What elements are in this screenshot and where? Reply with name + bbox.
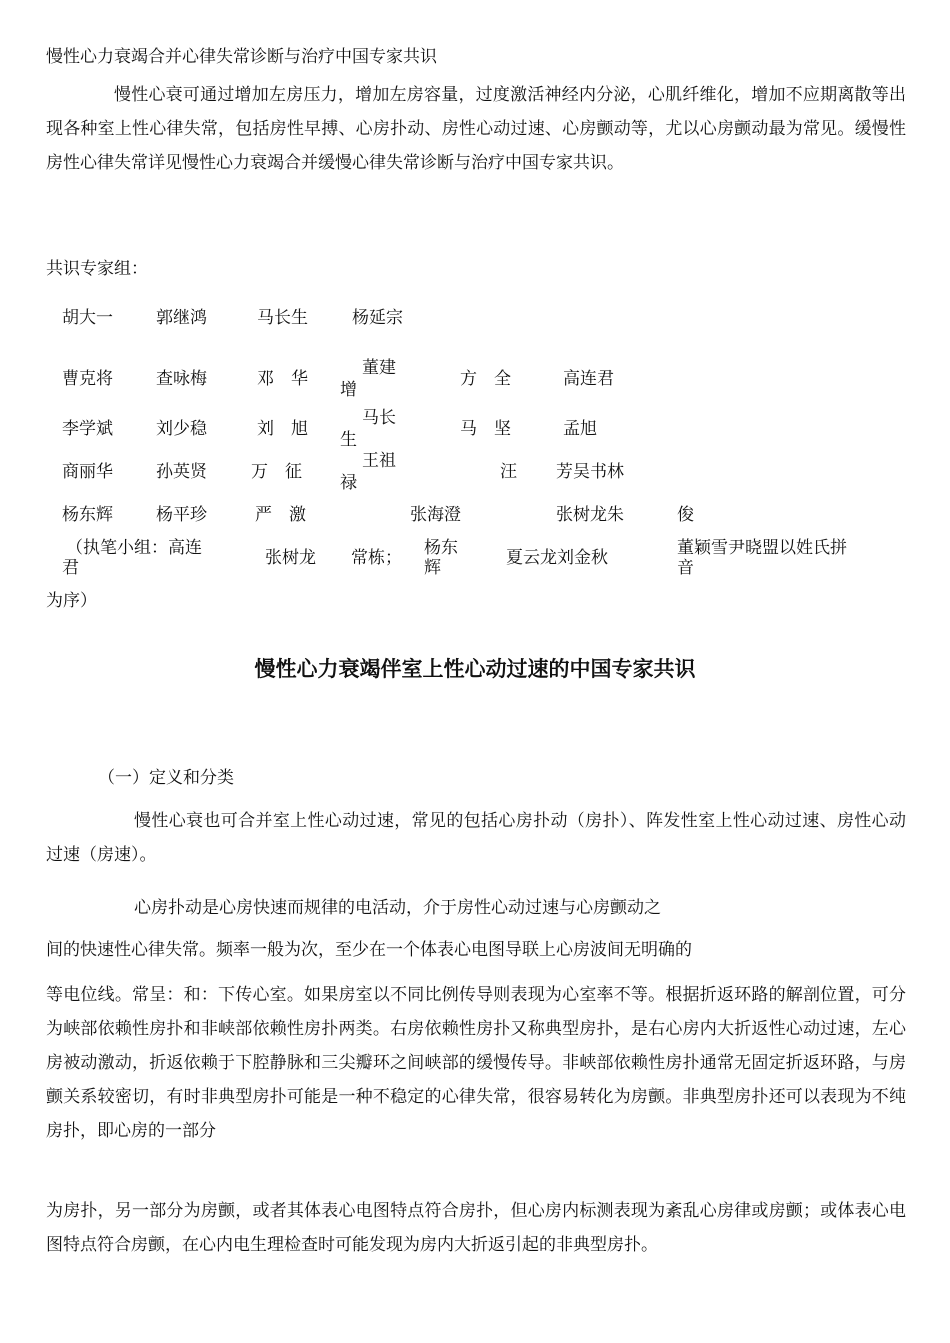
expert-name: 杨平珍	[156, 505, 207, 525]
expert-name: 刘少稳	[156, 419, 207, 439]
expert-name-part: 王祖	[362, 451, 396, 471]
expert-name: 董颖雪尹晓盟以姓氏拼	[677, 538, 847, 558]
expert-name-part: 君	[62, 558, 79, 578]
expert-name: 刘 旭	[257, 419, 308, 439]
expert-name: 俊	[677, 505, 694, 525]
order-note: 为序）	[46, 591, 97, 611]
paragraph-flutter-body: 等电位线。常呈：和：下传心室。如果房室以不同比例传导则表现为心室率不等。根据折返环路的解剖位置，可分为峡部依赖性房扑和非峡部依赖性房扑两类。右房依赖性房扑又称典型房扑，是右心房内大折返性心动过速，左心房被动激动，折返依赖于下腔静脉和三尖瓣环之间峡部的缓慢传导。非峡部依赖性房扑通常无固定折返环路，与房颤关系较密切，有时非典型房扑可能是一种不稳定的心律失常，很容易转化为房颤。非典型房扑还可以表现为不纯房扑，即心房的一部分	[46, 985, 906, 1141]
expert-name: 马长生	[257, 308, 308, 328]
expert-name-part: 禄	[340, 473, 357, 493]
expert-name: 查咏梅	[156, 369, 207, 389]
paragraph-flutter-line2: 间的快速性心律失常。频率一般为次，至少在一个体表心电图导联上心房波间无明确的	[46, 940, 692, 960]
expert-name-part: 生	[340, 430, 357, 450]
expert-name: 张树龙	[265, 548, 316, 568]
expert-name: 常栋；	[351, 548, 402, 568]
expert-name-part: 辉	[424, 558, 441, 578]
expert-name: 马 坚	[460, 419, 511, 439]
expert-name: 李学斌	[62, 419, 113, 439]
expert-name-part: 马长	[362, 408, 396, 428]
expert-name: 芳吴书林	[556, 462, 624, 482]
document-title: 慢性心力衰竭合并心律失常诊断与治疗中国专家共识	[46, 47, 437, 67]
expert-name-part: 杨东	[424, 538, 458, 558]
expert-name-part: 音	[677, 558, 694, 578]
expert-name: 张树龙朱	[556, 505, 624, 525]
expert-name: 杨延宗	[352, 308, 403, 328]
expert-name: 张海澄	[410, 505, 461, 525]
experts-label: 共识专家组：	[46, 259, 148, 279]
expert-name: 商丽华	[62, 462, 113, 482]
subsection-heading: （一）定义和分类	[98, 768, 234, 788]
expert-name: 郭继鸿	[156, 308, 207, 328]
paragraph-flutter-line1: 心房扑动是心房快速而规律的电活动，介于房性心动过速与心房颤动之	[134, 898, 661, 918]
expert-name: 孙英贤	[156, 462, 207, 482]
expert-name: 汪	[500, 462, 517, 482]
expert-name: 高连君	[563, 369, 614, 389]
expert-name: 严 激	[255, 505, 306, 525]
expert-name: 万 征	[251, 462, 302, 482]
expert-name: 曹克将	[62, 369, 113, 389]
expert-name: 邓 华	[257, 369, 308, 389]
expert-name-part: 增	[340, 380, 357, 400]
intro-paragraph: 慢性心衰可通过增加左房压力，增加左房容量，过度激活神经内分泌，心肌纤维化，增加不应期离散等出现各种室上性心律失常，包括房性早搏、心房扑动、房性心动过速、心房颤动等，尤以心房颤动最为常见。缓慢性房性心律失常详见慢性心力衰竭合并缓慢心律失常诊断与治疗中国专家共识。	[46, 85, 906, 173]
expert-name: 夏云龙刘金秋	[506, 548, 608, 568]
paragraph-definition: 慢性心衰也可合并室上性心动过速，常见的包括心房扑动（房扑）、阵发性室上性心动过速、房性心动过速（房速）。	[46, 811, 906, 865]
expert-name: 胡大一	[62, 308, 113, 328]
expert-name: 杨东辉	[62, 505, 113, 525]
expert-name: 孟旭	[563, 419, 597, 439]
writing-group-label: （执笔小组：高连	[66, 538, 202, 558]
paragraph-flutter-tail: 为房扑，另一部分为房颤，或者其体表心电图特点符合房扑，但心房内标测表现为紊乱心房律或房颤；或体表心电图特点符合房颤，在心内电生理检查时可能发现为房内大折返引起的非典型房扑。	[46, 1201, 906, 1255]
section-heading: 慢性心力衰竭伴室上性心动过速的中国专家共识	[254, 657, 696, 681]
expert-name-part: 董建	[362, 358, 396, 378]
expert-name: 方 全	[460, 369, 511, 389]
